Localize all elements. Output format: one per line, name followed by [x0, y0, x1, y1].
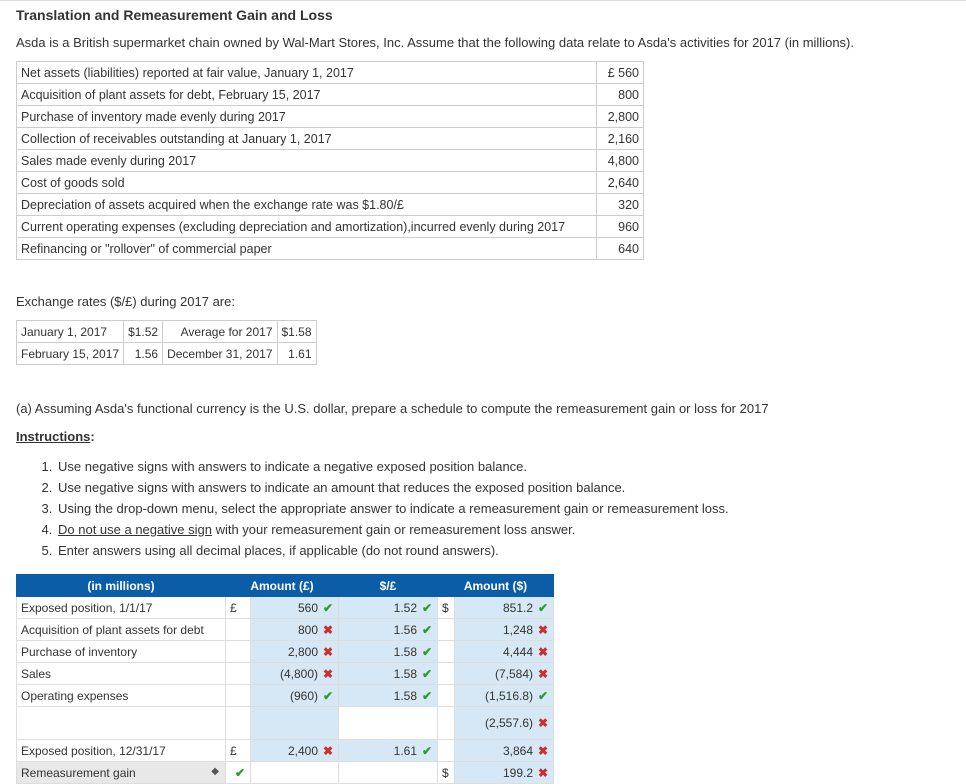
subtotal-row — [17, 707, 554, 740]
schedule-row — [17, 685, 554, 707]
amount-pound-input[interactable]: 2,400 ✖ — [251, 740, 339, 762]
data-table — [16, 61, 644, 260]
instruction-item: 4. Do not use a negative sign with your remeasurement gain or remeasurement loss answer. — [56, 519, 729, 540]
remeasurement-schedule — [16, 574, 554, 784]
cross-icon: ✖ — [322, 743, 334, 758]
col-header: (in millions) — [17, 575, 226, 597]
cross-icon: ✖ — [537, 743, 549, 758]
check-icon: ✔ — [322, 600, 334, 615]
gain-row — [17, 762, 554, 784]
amount-pound-input[interactable]: 800 ✖ — [251, 619, 339, 641]
rate-date: February 15, 2017 — [17, 343, 124, 365]
pound-sign: £ — [226, 597, 251, 619]
cross-icon: ✖ — [322, 666, 334, 681]
data-label: Purchase of inventory made evenly during 2017 — [17, 106, 597, 128]
col-header: $/£ — [339, 575, 438, 597]
data-row — [17, 238, 644, 260]
rates-label: Exchange rates ($/£) during 2017 are: — [16, 294, 235, 309]
rate-input[interactable]: 1.56 ✔ — [339, 619, 438, 641]
schedule-row — [17, 641, 554, 663]
pound-sign — [226, 685, 251, 707]
pound-sign: £ — [226, 740, 251, 762]
dollar-sign — [438, 641, 455, 663]
amount-pound-input[interactable]: 560 ✔ — [251, 597, 339, 619]
check-icon: ✔ — [421, 600, 433, 615]
blank-input[interactable] — [251, 707, 339, 740]
amount-usd-input[interactable]: 4,444 ✖ — [455, 641, 554, 663]
instruction-item: 2. Use negative signs with answers to indicate an amount that reduces the exposed position balance. — [56, 477, 729, 498]
amount-pound-input[interactable]: (4,800) ✖ — [251, 663, 339, 685]
data-row — [17, 216, 644, 238]
check-icon: ✔ — [537, 688, 549, 703]
rate-input[interactable]: 1.61 ✔ — [339, 740, 438, 762]
pound-sign — [226, 641, 251, 663]
cross-icon: ✖ — [537, 666, 549, 681]
cross-icon: ✖ — [537, 765, 549, 780]
instruction-item: 5. Enter answers using all decimal places, if applicable (do not round answers). — [56, 540, 729, 561]
dollar-sign — [438, 619, 455, 641]
data-value: 960 — [597, 216, 644, 238]
rates-row — [17, 321, 317, 343]
dollar-sign: $ — [438, 762, 455, 784]
rate-input[interactable]: 1.58 ✔ — [339, 641, 438, 663]
amount-usd-input[interactable]: (1,516.8) ✔ — [455, 685, 554, 707]
amount-pound-input[interactable]: (960) ✔ — [251, 685, 339, 707]
data-label: Sales made evenly during 2017 — [17, 150, 597, 172]
data-label: Current operating expenses (excluding depreciation and amortization),incurred evenly during 2017 — [17, 216, 597, 238]
col-header: Amount ($) — [438, 575, 554, 597]
instruction-item: 1. Use negative signs with answers to indicate a negative exposed position balance. — [56, 456, 729, 477]
rates-table — [16, 320, 317, 365]
cross-icon: ✖ — [322, 622, 334, 637]
data-row — [17, 128, 644, 150]
gain-usd-input[interactable]: 199.2 ✖ — [455, 762, 554, 784]
schedule-row — [17, 597, 554, 619]
amount-usd-input[interactable]: 1,248 ✖ — [455, 619, 554, 641]
pound-sign — [226, 663, 251, 685]
check-icon: ✔ — [322, 688, 334, 703]
data-label: Acquisition of plant assets for debt, February 15, 2017 — [17, 84, 597, 106]
data-row — [17, 172, 644, 194]
check-icon: ✔ — [537, 600, 549, 615]
ending-row — [17, 740, 554, 762]
question-text: (a) Assuming Asda's functional currency is the U.S. dollar, prepare a schedule to compute the remeasurement gain or loss for 2017 — [16, 401, 769, 416]
data-label: Refinancing or "rollover" of commercial paper — [17, 238, 597, 260]
check-icon: ✔ — [234, 765, 246, 780]
row-label: Operating expenses — [17, 685, 226, 707]
cross-icon: ✖ — [537, 644, 549, 659]
instructions-list — [42, 456, 729, 561]
rate-value: $1.52 — [124, 321, 163, 343]
instructions-heading: Instructions: — [16, 429, 95, 444]
check-icon: ✔ — [421, 622, 433, 637]
amount-pound-input[interactable]: 2,800 ✖ — [251, 641, 339, 663]
check-icon: ✔ — [421, 688, 433, 703]
row-label: Acquisition of plant assets for debt — [17, 619, 226, 641]
cross-icon: ✖ — [537, 716, 549, 730]
intro-text: Asda is a British supermarket chain owned by Wal-Mart Stores, Inc. Assume that the following data relate to Asda's activities for 2017 (in millions). — [16, 35, 854, 50]
rate-input[interactable]: 1.58 ✔ — [339, 685, 438, 707]
amount-usd-input[interactable]: 851.2 ✔ — [455, 597, 554, 619]
row-label: Exposed position, 1/1/17 — [17, 597, 226, 619]
gain-select[interactable]: Remeasurement gain ◆ — [17, 762, 226, 784]
data-value: 320 — [597, 194, 644, 216]
cross-icon: ✖ — [537, 622, 549, 637]
data-row — [17, 62, 644, 84]
rate-date: January 1, 2017 — [17, 321, 124, 343]
row-label: Sales — [17, 663, 226, 685]
data-row — [17, 84, 644, 106]
rate-input[interactable]: 1.58 ✔ — [339, 663, 438, 685]
rate-input[interactable]: 1.52 ✔ — [339, 597, 438, 619]
data-value: 2,160 — [597, 128, 644, 150]
data-label: Collection of receivables outstanding at January 1, 2017 — [17, 128, 597, 150]
rate-value: $1.58 — [277, 321, 316, 343]
rate-value: 1.61 — [277, 343, 316, 365]
data-value: £ 560 — [597, 62, 644, 84]
rates-row — [17, 343, 317, 365]
data-row — [17, 150, 644, 172]
data-value: 2,800 — [597, 106, 644, 128]
data-value: 4,800 — [597, 150, 644, 172]
row-label: Purchase of inventory — [17, 641, 226, 663]
rate-date: Average for 2017 — [163, 321, 277, 343]
page-title: Translation and Remeasurement Gain and Loss — [16, 7, 333, 23]
data-value: 640 — [597, 238, 644, 260]
pound-sign — [226, 619, 251, 641]
schedule-row — [17, 619, 554, 641]
col-header: Amount (£) — [226, 575, 339, 597]
amount-usd-input[interactable]: (7,584) ✖ — [455, 663, 554, 685]
instruction-item: 3. Using the drop-down menu, select the appropriate answer to indicate a remeasurement gain or remeasurement loss. — [56, 498, 729, 519]
check-icon: ✔ — [421, 644, 433, 659]
dollar-sign — [438, 685, 455, 707]
schedule-row — [17, 663, 554, 685]
data-row — [17, 194, 644, 216]
amount-usd-input[interactable]: 3,864 ✖ — [455, 740, 554, 762]
top-divider — [0, 0, 966, 1]
data-label: Depreciation of assets acquired when the exchange rate was $1.80/£ — [17, 194, 597, 216]
rate-date: December 31, 2017 — [163, 343, 277, 365]
data-row — [17, 106, 644, 128]
select-arrow-icon: ◆ — [211, 765, 219, 777]
rate-value: 1.56 — [124, 343, 163, 365]
data-label: Net assets (liabilities) reported at fair value, January 1, 2017 — [17, 62, 597, 84]
check-icon: ✔ — [421, 666, 433, 681]
row-label: Exposed position, 12/31/17 — [17, 740, 226, 762]
dollar-sign: $ — [438, 597, 455, 619]
dollar-sign — [438, 663, 455, 685]
cross-icon: ✖ — [322, 644, 334, 659]
data-value: 800 — [597, 84, 644, 106]
subtotal-usd-input[interactable]: (2,557.6) ✖ — [455, 707, 554, 740]
data-label: Cost of goods sold — [17, 172, 597, 194]
check-icon: ✔ — [421, 743, 433, 758]
data-value: 2,640 — [597, 172, 644, 194]
